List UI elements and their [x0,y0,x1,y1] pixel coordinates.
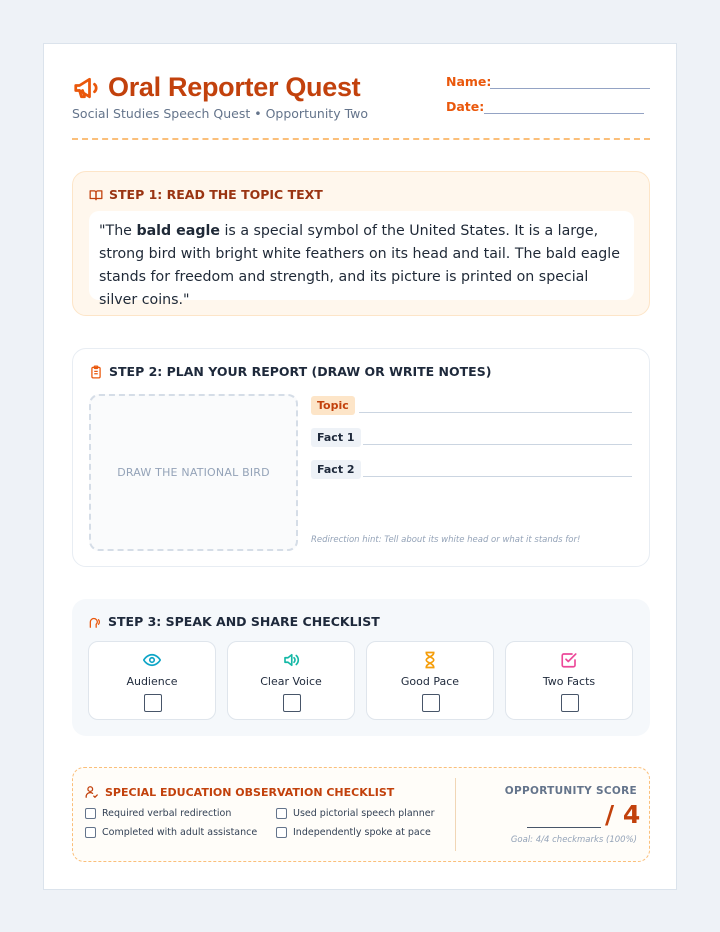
eye-icon [143,651,161,669]
hourglass-icon [421,651,439,669]
drawing-area-label: DRAW THE NATIONAL BIRD [117,466,270,479]
drawing-area[interactable] [89,394,298,551]
title-row [72,72,360,103]
checklist-card-good-pace [366,641,494,720]
checkbox-icon [560,651,578,669]
audience-checkbox[interactable] [144,694,162,712]
obs-checkbox[interactable] [276,827,287,838]
obs-checkbox[interactable] [85,827,96,838]
obs-item-label: Required verbal redirection [102,808,232,819]
obs-item-independent-pace[interactable] [276,827,431,838]
score-goal: Goal: 4/4 checkmarks (100%) [510,835,637,845]
speaking-head-icon [88,615,102,629]
redirection-hint: Redirection hint: Tell about its white head or what it stands for! [311,535,581,545]
step3-panel [72,599,650,736]
book-icon [89,188,103,202]
obs-item-verbal-redirection[interactable] [85,808,231,819]
obs-item-label: Independently spoke at pace [293,827,431,838]
score-max: / 4 [605,800,641,829]
step1-heading [89,187,323,202]
user-check-icon [85,785,99,799]
card-label: Good Pace [400,675,460,688]
obs-item-adult-assistance[interactable] [85,827,257,838]
card-label: Audience [126,675,178,688]
header-divider [72,138,650,140]
step2-heading-text: STEP 2: PLAN YOUR REPORT (DRAW OR WRITE NOTES) [109,364,492,379]
score-field[interactable] [527,827,601,828]
two-facts-checkbox[interactable] [561,694,579,712]
fact2-label: Fact 2 [311,460,361,479]
good-pace-checkbox[interactable] [422,694,440,712]
observation-heading-text: SPECIAL EDUCATION OBSERVATION CHECKLIST [105,785,395,799]
checklist-card-audience [88,641,216,720]
header [72,72,650,142]
obs-item-pictorial-planner[interactable] [276,808,434,819]
quote-keyword: bald eagle [136,223,220,239]
obs-checkbox[interactable] [85,808,96,819]
step3-heading [88,614,380,629]
step1-heading-text: STEP 1: READ THE TOPIC TEXT [109,187,323,202]
observation-panel [72,767,650,862]
score-title: OPPORTUNITY SCORE [504,785,637,797]
page-title: Oral Reporter Quest [108,72,361,102]
worksheet [43,43,677,890]
observation-divider [455,778,456,851]
quote-rest: is a special symbol of the United States. It is a large, strong bird with bright white feathers on its head and tail. The bald eagle stands for freedom and strength, and its picture is printed on special silver coins." [99,223,620,308]
page-subtitle: Social Studies Speech Quest • Opportunity Two [72,106,369,121]
checklist-card-clear-voice [227,641,355,720]
date-field[interactable] [484,113,644,114]
checklist-card-two-facts [505,641,633,720]
obs-item-label: Completed with adult assistance [102,827,258,838]
obs-checkbox[interactable] [276,808,287,819]
step2-panel [72,348,650,567]
step3-heading-text: STEP 3: SPEAK AND SHARE CHECKLIST [108,614,380,629]
topic-field[interactable] [359,412,632,413]
megaphone-icon [72,73,102,103]
card-label: Two Facts [542,675,596,688]
obs-item-label: Used pictorial speech planner [293,808,435,819]
fact1-field[interactable] [363,444,632,445]
card-label: Clear Voice [260,675,322,688]
clipboard-icon [89,365,103,379]
name-field[interactable] [490,88,650,89]
fact2-field[interactable] [363,476,632,477]
step1-panel [72,171,650,316]
clear-voice-checkbox[interactable] [283,694,301,712]
name-label: Name: [446,74,492,89]
observation-heading [85,785,394,799]
quote-open: "The [99,223,137,239]
fact1-label: Fact 1 [311,428,361,447]
topic-label: Topic [311,396,355,415]
date-label: Date: [446,99,485,114]
step2-heading [89,364,491,379]
speaker-icon [282,651,300,669]
topic-text [89,211,634,308]
